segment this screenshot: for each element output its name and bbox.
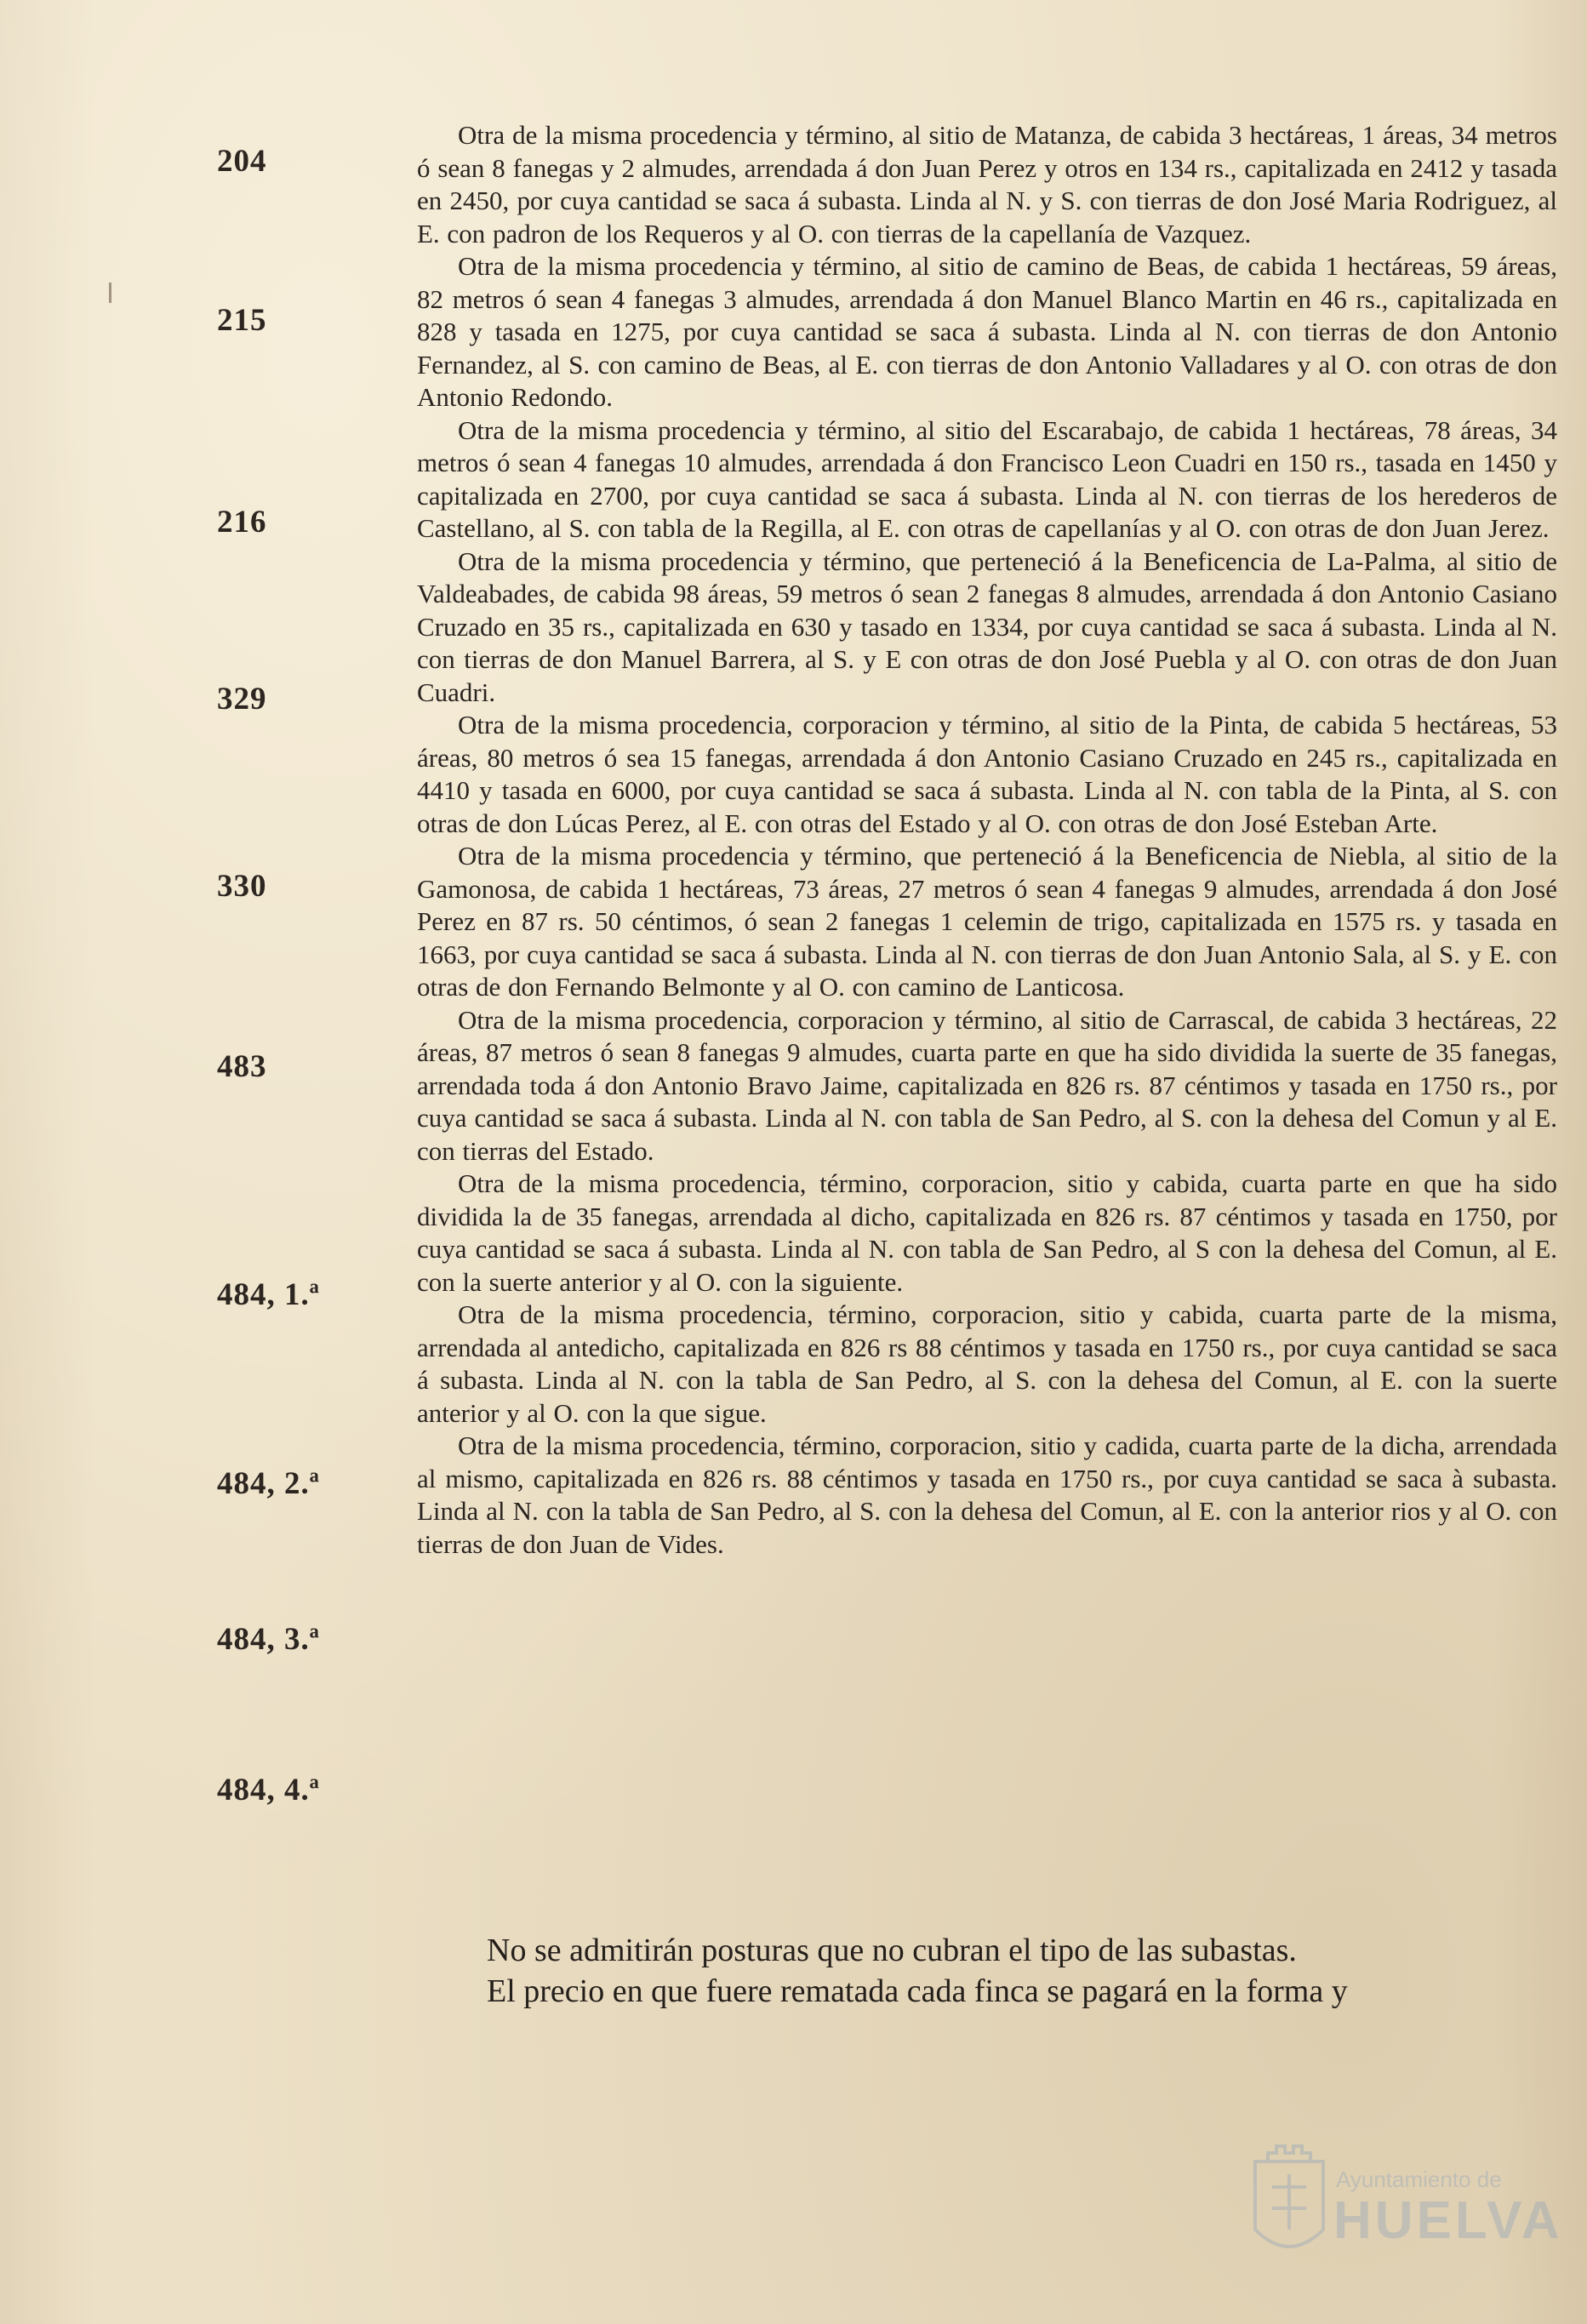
city-crest-icon bbox=[1255, 2146, 1323, 2247]
lot-number-column bbox=[0, 0, 408, 2324]
lot-number: 215 bbox=[217, 303, 267, 338]
lot-entry-text: Otra de la misma procedencia y término, al sitio de camino de Beas, de cabida 1 hectáreas, 59 áreas, 82 metros ó sean 4 fanegas 3 almudes, arrendada á don Manuel Blanco Martin en 46 rs., capitalizada en 828 y tasada en 1275, por cuya cantidad se saca á subasta. Linda al N. con tierras de don Antonio Fernandez, al S. con camino de Beas, al E. con tierras de don Antonio Valladares y al O. con otras de don Antonio Redondo. bbox=[417, 251, 1557, 412]
lot-number: 484, 4.ª bbox=[217, 1773, 320, 1807]
lot-entry-text: Otra de la misma procedencia, término, corporacion, sitio y cadida, cuarta parte de la dicha, arrendada al mismo, capitalizada en 826 rs. 88 céntimos y tasada en 1750 rs., por cuya cantidad se saca à subasta. Linda al N. con la tabla de San Pedro, al S. con la dehesa del Comun, al E. con la anterior rios y al O. con tierras de don Juan de Vides. bbox=[417, 1430, 1557, 1559]
closing-line: El precio en que fuere rematada cada finca se pagará en la forma y bbox=[487, 1973, 1348, 2009]
lot-entry-text: Otra de la misma procedencia y término, al sitio del Escarabajo, de cabida 1 hectáreas, 78 áreas, 34 metros ó sean 4 fanegas 10 almudes, arrendada á don Francisco Leon Cuadri en 150 rs., tasada en 1450 y capitalizada en 2700, por cuya cantidad se saca á subasta. Linda al N. con tierras de los herederos de Castellano, al S. con tabla de la Regilla, al E. con otras de capellanías y al O. con otras de don Juan Jerez. bbox=[417, 414, 1557, 543]
lot-number: 484, 3.ª bbox=[217, 1622, 320, 1657]
lot-entry-text: Otra de la misma procedencia y término, al sitio de Matanza, de cabida 3 hectáreas, 1 áreas, 34 metros ó sean 8 fanegas y 2 almudes, arrendada á don Juan Perez y otros en 134 rs., capitalizada en 2412 y tasada en 2450, por cuya cantidad se saca á subasta. Linda al N. y S. con tierras de don José Maria Rodriguez, al E. con padron de los Requeros y al O. con tierras de la capellanía de Vazquez. bbox=[417, 120, 1557, 248]
lot-number: 330 bbox=[217, 869, 267, 904]
lot-entry-text: Otra de la misma procedencia y término, que perteneció á la Beneficencia de La-Palma, al sitio de Valdeabades, de cabida 98 áreas, 59 metros ó sean 2 fanegas 8 almudes, arrendada á don Antonio Casiano Cruzado en 35 rs., capitalizada en 630 y tasado en 1334, por cuya cantidad se saca á subasta. Linda al N. con tierras de don Manuel Barrera, al S. y E con otras de don José Puebla y al O. con otras de don Juan Cuadri. bbox=[417, 545, 1557, 707]
watermark-caption: Ayuntamiento de bbox=[1336, 2167, 1502, 2192]
closing-line: No se admitirán posturas que no cubran el tipo de las subastas. bbox=[487, 1933, 1297, 1968]
lot-number: 204 bbox=[217, 144, 267, 179]
closing-paragraph bbox=[442, 1930, 1557, 2012]
lot-number: 484, 2.ª bbox=[217, 1466, 320, 1501]
ayuntamiento-huelva-watermark bbox=[1238, 2127, 1563, 2298]
lot-entry-text: Otra de la misma procedencia, término, corporacion, sitio y cabida, cuarta parte de la misma, arrendada al antedicho, capitalizada en 826 rs 88 céntimos y tasada en 1750 rs., por cuya cantidad se saca á subasta. Linda al N. con la tabla de San Pedro, al S. con la dehesa del Comun, al E. con la suerte anterior y al O. con la que sigue. bbox=[417, 1299, 1557, 1428]
lot-number: 483 bbox=[217, 1049, 267, 1084]
lot-entry-text: Otra de la misma procedencia, término, corporacion, sitio y cabida, cuarta parte en que ha sido dividida la de 35 fanegas, arrendada al dicho, capitalizada en 826 rs. 87 céntimos y tasada en 1750, por cuya cantidad se saca á subasta. Linda al N. con tabla de San Pedro, al S con la dehesa del Comun, al E. con la suerte anterior y al O. con la siguiente. bbox=[417, 1168, 1557, 1297]
lot-entries bbox=[417, 119, 1557, 1561]
lot-number: 484, 1.ª bbox=[217, 1277, 320, 1312]
lot-number: 216 bbox=[217, 505, 267, 540]
lot-entry-text: Otra de la misma procedencia, corporacion y término, al sitio de la Pinta, de cabida 5 hectáreas, 53 áreas, 80 metros ó sea 15 fanegas, arrendada á don Antonio Casiano Cruzado en 245 rs., capitalizada en 4410 y tasada en 6000, por cuya cantidad se saca á subasta. Linda al N. con tabla de la Pinta, al S. con otras de don Lúcas Perez, al E. con otras del Estado y al O. con otras de don José Esteban Arte. bbox=[417, 710, 1557, 838]
watermark-name: HUELVA bbox=[1333, 2191, 1563, 2250]
lot-entry-text: Otra de la misma procedencia y término, que perteneció á la Beneficencia de Niebla, al sitio de la Gamonosa, de cabida 1 hectáreas, 73 áreas, 27 metros ó sean 4 fanegas 9 almudes, arrendada á don José Perez en 87 rs. 50 céntimos, ó sean 2 fanegas 1 celemin de trigo, capitalizada en 1575 rs. y tasada en 1663, por cuya cantidad se saca á subasta. Linda al N. con tierras de don Juan Antonio Sala, al S. y E. con otras de don Fernando Belmonte y al O. con camino de Lanticosa. bbox=[417, 841, 1557, 1002]
lot-entry-text: Otra de la misma procedencia, corporacion y término, al sitio de Carrascal, de cabida 3 hectáreas, 22 áreas, 87 metros ó sean 8 fanegas 9 almudes, cuarta parte en que ha sido dividida la suerte de 35 fanegas, arrendada toda á don Antonio Bravo Jaime, capitalizada en 826 rs. 87 céntimos y tasada en 1750 rs., por cuya cantidad se saca á subasta. Linda al N. con tabla de San Pedro, al S. con la dehesa del Comun y al E. con tierras del Estado. bbox=[417, 1004, 1557, 1166]
lot-number: 329 bbox=[217, 682, 267, 717]
